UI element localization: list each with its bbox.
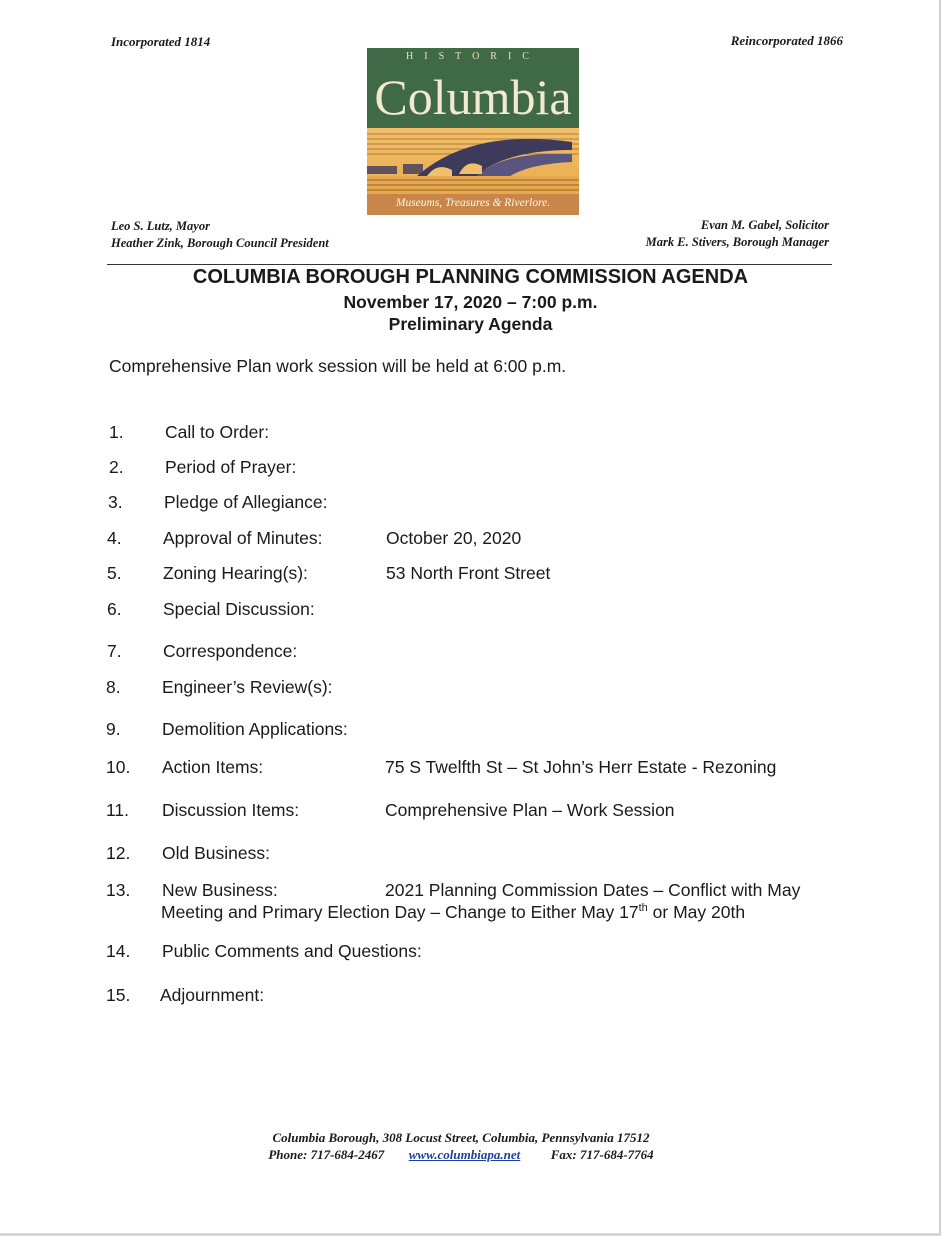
item-number: 4. [107, 528, 122, 548]
item-number: 10. [106, 757, 131, 777]
incorporated-text: Incorporated 1814 [111, 34, 211, 49]
historic-columbia-logo [367, 48, 579, 215]
logo-tagline: Museums, Treasures & Riverlore. [395, 197, 551, 209]
ordinal-suffix: th [638, 902, 648, 915]
item-label: Demolition Applications: [162, 719, 348, 739]
footer-phone: Phone: 717-684-2467 [268, 1147, 385, 1162]
item-label: Approval of Minutes: [163, 528, 323, 548]
footer-address: Columbia Borough, 308 Locust Street, Columbia, Pennsylvania 17512 [272, 1130, 650, 1145]
continuation-text-end: or May 20th [647, 902, 746, 922]
item-label: Old Business: [162, 843, 270, 863]
agenda-subtitle: Preliminary Agenda [388, 314, 553, 334]
item-detail: 53 North Front Street [386, 563, 551, 583]
item-number: 8. [106, 677, 121, 697]
item-number: 11. [106, 800, 130, 820]
borough-manager-name: Mark E. Stivers, Borough Manager [645, 235, 829, 249]
item-label: Action Items: [162, 757, 264, 777]
agenda-title: COLUMBIA BOROUGH PLANNING COMMISSION AGENDA [192, 266, 749, 288]
item-number: 14. [106, 941, 131, 961]
item-number: 5. [107, 563, 122, 583]
officials-right [646, 217, 829, 251]
reincorporated-text: Reincorporated 1866 [730, 33, 843, 48]
footer-website-link[interactable]: www.columbiapa.net [408, 1147, 521, 1162]
item-number: 1. [109, 422, 124, 442]
item-number: 7. [107, 641, 122, 661]
logo-name-text: Columbia [374, 69, 572, 125]
item-label: New Business: [162, 880, 278, 900]
item-detail: Comprehensive Plan – Work Session [385, 800, 675, 820]
continuation-text: Meeting and Primary Election Day – Change to Either May 17 [161, 902, 639, 922]
solicitor-name: Evan M. Gabel, Solicitor [700, 218, 829, 232]
agenda-date: November 17, 2020 – 7:00 p.m. [343, 292, 598, 312]
item-number: 13. [106, 880, 131, 900]
item-number: 9. [106, 719, 121, 739]
logo-historic-text: HISTORIC [406, 51, 540, 62]
item-label: Special Discussion: [163, 599, 315, 619]
item-number: 15. [106, 985, 131, 1005]
work-session-note: Comprehensive Plan work session will be held at 6:00 p.m. [109, 356, 567, 376]
item-label: Correspondence: [163, 641, 298, 661]
item-label: Call to Order: [165, 422, 270, 442]
item-number: 12. [106, 843, 131, 863]
item-label: Discussion Items: [162, 800, 300, 820]
footer [0, 1129, 922, 1163]
header-divider [107, 264, 832, 265]
footer-contact [0, 1146, 922, 1163]
item-number: 3. [108, 492, 123, 512]
agenda-item-continuation [161, 902, 745, 923]
item-detail: 2021 Planning Commission Dates – Conflict with May [385, 880, 801, 900]
council-president-name: Heather Zink, Borough Council President [111, 236, 329, 250]
item-label: Public Comments and Questions: [162, 941, 422, 961]
item-detail: 75 S Twelfth St – St John’s Herr Estate - Rezoning [385, 757, 777, 777]
item-number: 2. [109, 457, 124, 477]
item-detail: October 20, 2020 [386, 528, 522, 548]
item-label: Zoning Hearing(s): [163, 563, 308, 583]
item-label: Engineer’s Review(s): [162, 677, 333, 697]
item-label: Period of Prayer: [165, 457, 297, 477]
footer-fax: Fax: 717-684-7764 [550, 1147, 654, 1162]
item-number: 6. [107, 599, 122, 619]
item-label: Adjournment: [160, 985, 265, 1005]
mayor-name: Leo S. Lutz, Mayor [111, 219, 210, 233]
item-label: Pledge of Allegiance: [164, 492, 328, 512]
officials-left [111, 218, 329, 252]
